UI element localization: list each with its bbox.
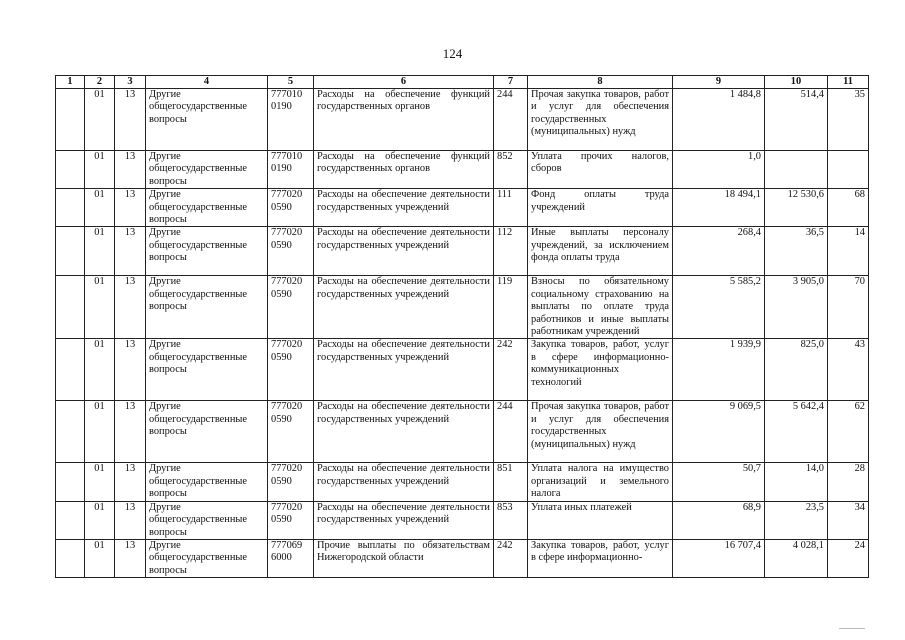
cell-expense-name: Уплата прочих налогов, сборов: [528, 151, 673, 189]
cell-section-name: Другие общегосударственные вопросы: [146, 339, 268, 401]
cell-article-name: Расходы на обеспечение функций государственных органов: [314, 89, 494, 151]
cell-expense-name: Иные выплаты персоналу учреждений, за исключением фонда оплаты труда: [528, 227, 673, 276]
cell-section-name: Другие общегосударственные вопросы: [146, 227, 268, 276]
cell-expense-name: Уплата иных платежей: [528, 501, 673, 539]
cell-expense-type: 852: [494, 151, 528, 189]
cell-actual: 14,0: [765, 463, 828, 501]
cell-col1: [56, 89, 85, 151]
cell-subsection: 13: [115, 151, 146, 189]
cell-section: 01: [85, 276, 115, 339]
cell-plan: 50,7: [673, 463, 765, 501]
cell-section: 01: [85, 539, 115, 577]
cell-section-name: Другие общегосударственные вопросы: [146, 189, 268, 227]
table-row: [56, 401, 869, 463]
cell-percent: 62: [828, 401, 869, 463]
cell-article-name: Расходы на обеспечение деятельности государственных учреждений: [314, 276, 494, 339]
cell-section-name: Другие общегосударственные вопросы: [146, 276, 268, 339]
table-row: [56, 539, 869, 577]
cell-target-article: 777020 0590: [268, 189, 314, 227]
cell-target-article: 777020 0590: [268, 401, 314, 463]
cell-expense-type: 112: [494, 227, 528, 276]
column-header: 10: [765, 76, 828, 89]
cell-percent: 35: [828, 89, 869, 151]
column-header: 7: [494, 76, 528, 89]
cell-subsection: 13: [115, 401, 146, 463]
cell-expense-name: Уплата налога на имущество организаций и земельного налога: [528, 463, 673, 501]
cell-percent: 14: [828, 227, 869, 276]
table-row: [56, 339, 869, 401]
cell-article-name: Расходы на обеспечение функций государственных органов: [314, 151, 494, 189]
column-header: 4: [146, 76, 268, 89]
cell-col1: [56, 401, 85, 463]
budget-table: [55, 75, 869, 578]
cell-article-name: Расходы на обеспечение деятельности государственных учреждений: [314, 501, 494, 539]
cell-col1: [56, 276, 85, 339]
cell-section: 01: [85, 501, 115, 539]
cell-expense-type: 242: [494, 339, 528, 401]
cell-subsection: 13: [115, 89, 146, 151]
cell-subsection: 13: [115, 339, 146, 401]
cell-percent: 43: [828, 339, 869, 401]
cell-plan: 18 494,1: [673, 189, 765, 227]
cell-percent: 28: [828, 463, 869, 501]
cell-section-name: Другие общегосударственные вопросы: [146, 463, 268, 501]
cell-target-article: 777020 0590: [268, 276, 314, 339]
cell-expense-name: Закупка товаров, работ, услуг в сфере информационно-коммуникационных технологий: [528, 339, 673, 401]
column-header: 6: [314, 76, 494, 89]
cell-target-article: 777020 0590: [268, 227, 314, 276]
cell-plan: 1 939,9: [673, 339, 765, 401]
cell-actual: 12 530,6: [765, 189, 828, 227]
cell-plan: 16 707,4: [673, 539, 765, 577]
cell-actual: 825,0: [765, 339, 828, 401]
cell-section-name: Другие общегосударственные вопросы: [146, 401, 268, 463]
cell-col1: [56, 463, 85, 501]
cell-section: 01: [85, 89, 115, 151]
cell-plan: 5 585,2: [673, 276, 765, 339]
cell-percent: 34: [828, 501, 869, 539]
cell-section: 01: [85, 189, 115, 227]
cell-article-name: Расходы на обеспечение деятельности государственных учреждений: [314, 339, 494, 401]
cell-expense-name: Фонд оплаты труда учреждений: [528, 189, 673, 227]
cell-subsection: 13: [115, 276, 146, 339]
cell-actual: 36,5: [765, 227, 828, 276]
cell-expense-type: 851: [494, 463, 528, 501]
cell-expense-type: 119: [494, 276, 528, 339]
cell-actual: 5 642,4: [765, 401, 828, 463]
cell-expense-name: Прочая закупка товаров, работ и услуг для обеспечения государственных (муниципальных) нужд: [528, 89, 673, 151]
header-row: [56, 76, 869, 89]
cell-col1: [56, 227, 85, 276]
cell-col1: [56, 501, 85, 539]
cell-expense-name: Закупка товаров, работ, услуг в сфере информационно-: [528, 539, 673, 577]
table-row: [56, 276, 869, 339]
cell-subsection: 13: [115, 463, 146, 501]
cell-actual: 4 028,1: [765, 539, 828, 577]
cell-subsection: 13: [115, 227, 146, 276]
cell-subsection: 13: [115, 539, 146, 577]
cell-section-name: Другие общегосударственные вопросы: [146, 89, 268, 151]
column-header: 3: [115, 76, 146, 89]
column-header: 2: [85, 76, 115, 89]
cell-article-name: Расходы на обеспечение деятельности государственных учреждений: [314, 463, 494, 501]
column-header: 5: [268, 76, 314, 89]
cell-expense-type: 853: [494, 501, 528, 539]
cell-actual: 3 905,0: [765, 276, 828, 339]
cell-percent: 68: [828, 189, 869, 227]
cell-article-name: Прочие выплаты по обязательствам Нижегородской области: [314, 539, 494, 577]
cell-percent: 70: [828, 276, 869, 339]
cell-target-article: 777010 0190: [268, 151, 314, 189]
cell-expense-type: 111: [494, 189, 528, 227]
cell-expense-name: Взносы по обязательному социальному страхованию на выплаты по оплате труда работников и иные выплаты работникам учреждений: [528, 276, 673, 339]
cell-section: 01: [85, 339, 115, 401]
cell-expense-type: 244: [494, 401, 528, 463]
cell-actual: [765, 151, 828, 189]
table-row: [56, 501, 869, 539]
table-row: [56, 151, 869, 189]
cell-article-name: Расходы на обеспечение деятельности государственных учреждений: [314, 227, 494, 276]
cell-col1: [56, 189, 85, 227]
scan-mark: [839, 628, 865, 632]
cell-plan: 68,9: [673, 501, 765, 539]
cell-actual: 23,5: [765, 501, 828, 539]
cell-section: 01: [85, 227, 115, 276]
page-number: 124: [442, 46, 463, 61]
cell-target-article: 777010 0190: [268, 89, 314, 151]
cell-section-name: Другие общегосударственные вопросы: [146, 539, 268, 577]
cell-article-name: Расходы на обеспечение деятельности государственных учреждений: [314, 401, 494, 463]
column-header: 11: [828, 76, 869, 89]
table-row: [56, 89, 869, 151]
cell-plan: 1 484,8: [673, 89, 765, 151]
cell-target-article: 777020 0590: [268, 501, 314, 539]
cell-col1: [56, 151, 85, 189]
table-row: [56, 227, 869, 276]
cell-section-name: Другие общегосударственные вопросы: [146, 151, 268, 189]
cell-section: 01: [85, 401, 115, 463]
cell-col1: [56, 539, 85, 577]
cell-article-name: Расходы на обеспечение деятельности государственных учреждений: [314, 189, 494, 227]
column-header: 9: [673, 76, 765, 89]
cell-section: 01: [85, 151, 115, 189]
table-row: [56, 189, 869, 227]
cell-col1: [56, 339, 85, 401]
table-row: [56, 463, 869, 501]
cell-target-article: 777020 0590: [268, 463, 314, 501]
column-header: 1: [56, 76, 85, 89]
column-header: 8: [528, 76, 673, 89]
cell-plan: 1,0: [673, 151, 765, 189]
cell-section-name: Другие общегосударственные вопросы: [146, 501, 268, 539]
cell-plan: 9 069,5: [673, 401, 765, 463]
cell-percent: 24: [828, 539, 869, 577]
cell-target-article: 777020 0590: [268, 339, 314, 401]
cell-expense-type: 242: [494, 539, 528, 577]
cell-percent: [828, 151, 869, 189]
cell-expense-name: Прочая закупка товаров, работ и услуг для обеспечения государственных (муниципальных) нужд: [528, 401, 673, 463]
cell-target-article: 777069 6000: [268, 539, 314, 577]
cell-subsection: 13: [115, 501, 146, 539]
cell-plan: 268,4: [673, 227, 765, 276]
cell-subsection: 13: [115, 189, 146, 227]
cell-expense-type: 244: [494, 89, 528, 151]
cell-actual: 514,4: [765, 89, 828, 151]
cell-section: 01: [85, 463, 115, 501]
